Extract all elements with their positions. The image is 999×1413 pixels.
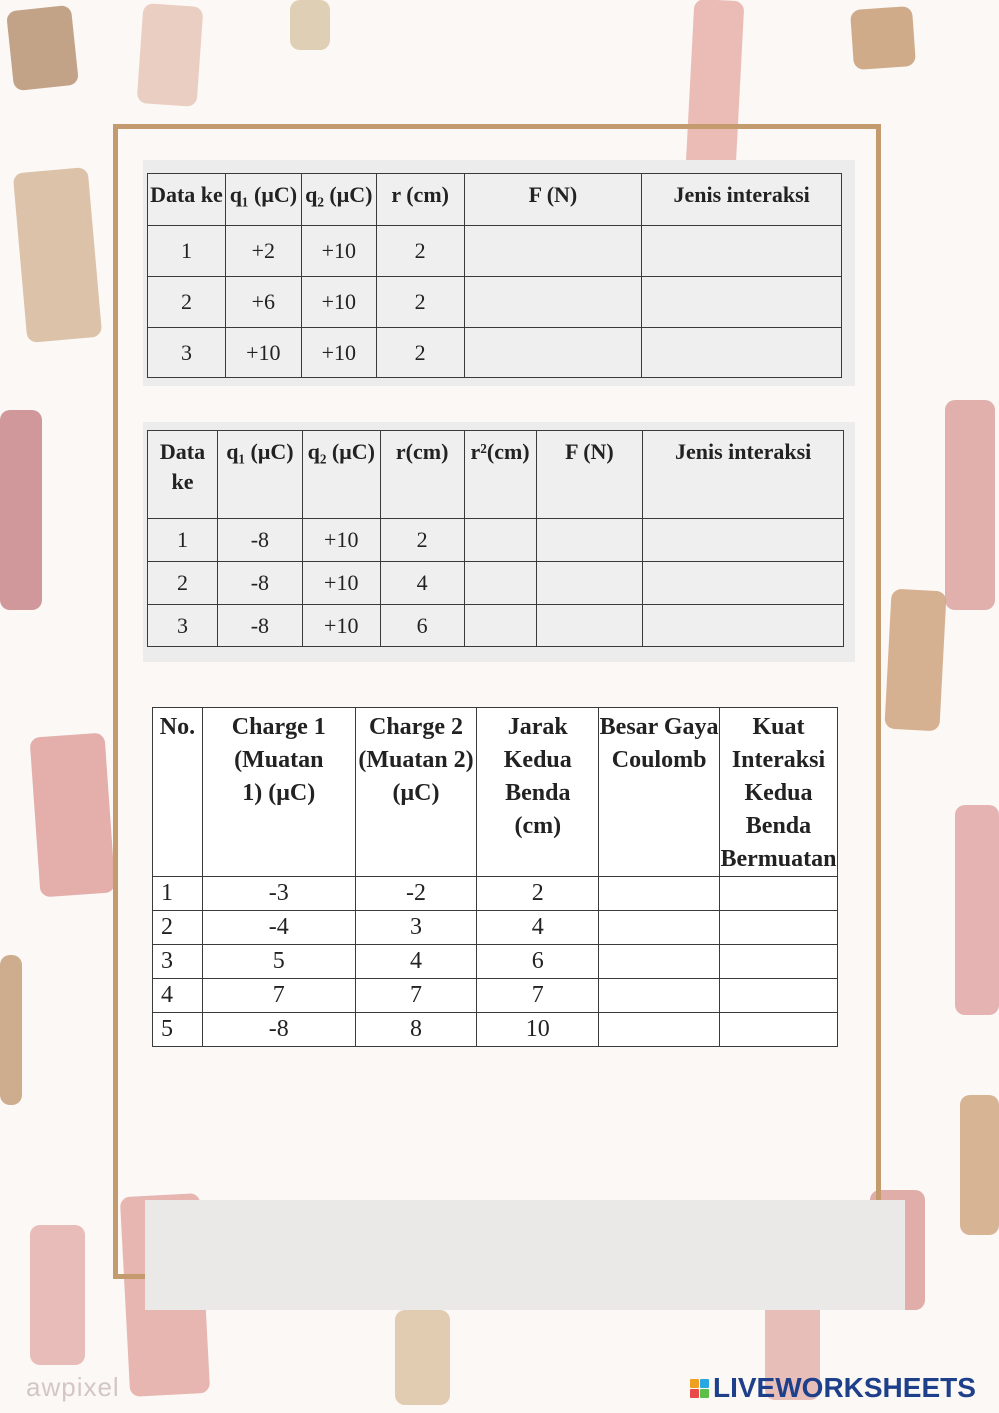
liveworksheets-icon: [690, 1379, 709, 1398]
decorative-stroke: [30, 733, 116, 898]
table2-header-q2: q₂ (μC): [302, 431, 380, 519]
table1-answer-f-1[interactable]: [464, 226, 642, 277]
table2-header-data-ke: Data ke: [148, 431, 218, 519]
table3-cell: 4: [153, 979, 203, 1013]
table2-cell: +10: [302, 605, 380, 647]
decorative-stroke: [395, 1310, 450, 1405]
table2-cell: 3: [148, 605, 218, 647]
table2-answer-jenis-3[interactable]: [643, 605, 844, 647]
decorative-stroke: [955, 805, 999, 1015]
table-header-row: [148, 174, 842, 226]
table-row: [148, 277, 842, 328]
table3-answer-kuat-4[interactable]: [719, 979, 837, 1013]
table1-answer-f-2[interactable]: [464, 277, 642, 328]
watermark-text: awpixel: [26, 1372, 120, 1402]
table3-cell: 1: [153, 877, 203, 911]
table1-cell: 2: [376, 328, 464, 378]
table2-answer-f-1[interactable]: [536, 519, 643, 562]
table2-header-q1: q₁ (μC): [217, 431, 302, 519]
table3-answer-kuat-3[interactable]: [719, 945, 837, 979]
table1-header-r: r (cm): [376, 174, 464, 226]
table3-cell: 4: [355, 945, 477, 979]
table3-cell: 7: [477, 979, 599, 1013]
table3-cell: 2: [477, 877, 599, 911]
decorative-stroke: [0, 955, 22, 1105]
table3-cell: 3: [153, 945, 203, 979]
table1-cell: +6: [225, 277, 301, 328]
liveworksheets-logo[interactable]: [690, 1372, 976, 1404]
decorative-stroke: [290, 0, 330, 50]
decorative-stroke: [960, 1095, 999, 1235]
table-row: [153, 877, 838, 911]
table2-answer-jenis-2[interactable]: [643, 562, 844, 605]
table1-answer-jenis-1[interactable]: [642, 226, 842, 277]
table2-answer-r2-1[interactable]: [464, 519, 536, 562]
table3-cell: 4: [477, 911, 599, 945]
table3-answer-kuat-2[interactable]: [719, 911, 837, 945]
table1-cell: +10: [301, 328, 376, 378]
table3-answer-gaya-1[interactable]: [599, 877, 720, 911]
brand-name: LIVEWORKSHEETS: [713, 1372, 976, 1403]
table1-answer-f-3[interactable]: [464, 328, 642, 378]
table1-cell: +2: [225, 226, 301, 277]
table3-header-gaya: Besar Gaya Coulomb: [599, 708, 720, 877]
table2-header-r-squared: r²(cm): [464, 431, 536, 519]
table1-header-data-ke: Data ke: [148, 174, 226, 226]
table-row: [153, 945, 838, 979]
table1-header-q2: q₂ (μC): [301, 174, 376, 226]
table2-cell: +10: [302, 519, 380, 562]
decorative-stroke: [30, 1225, 85, 1365]
decorative-stroke: [13, 167, 103, 343]
table3-cell: 10: [477, 1013, 599, 1047]
table-header-row: [153, 708, 838, 877]
table3-cell: -8: [202, 1013, 355, 1047]
table2-cell: 1: [148, 519, 218, 562]
table3-cell: -4: [202, 911, 355, 945]
table3-answer-gaya-3[interactable]: [599, 945, 720, 979]
decorative-stroke: [137, 3, 204, 107]
table-row: [153, 911, 838, 945]
table2-cell: -8: [217, 562, 302, 605]
content-panel-shadow: [145, 1200, 905, 1310]
table-row: [153, 979, 838, 1013]
table3: [152, 707, 838, 1047]
table1-header-f: F (N): [464, 174, 642, 226]
table1-cell: 3: [148, 328, 226, 378]
table3-answer-gaya-2[interactable]: [599, 911, 720, 945]
decorative-stroke: [884, 589, 946, 732]
table2-answer-jenis-1[interactable]: [643, 519, 844, 562]
table1-answer-jenis-3[interactable]: [642, 328, 842, 378]
table1-cell: +10: [225, 328, 301, 378]
table-row: [153, 1013, 838, 1047]
table3-cell: 7: [202, 979, 355, 1013]
table1-cell: 2: [376, 226, 464, 277]
table2-cell: 4: [380, 562, 464, 605]
table-row: [148, 328, 842, 378]
table3-answer-kuat-5[interactable]: [719, 1013, 837, 1047]
table2-answer-f-3[interactable]: [536, 605, 643, 647]
table3-cell: 7: [355, 979, 477, 1013]
table2-cell: 6: [380, 605, 464, 647]
table2-header-r: r(cm): [380, 431, 464, 519]
table2-answer-r2-2[interactable]: [464, 562, 536, 605]
table-row: [148, 519, 844, 562]
table2-answer-f-2[interactable]: [536, 562, 643, 605]
table3-header-charge1: Charge 1 (Muatan 1) (μC): [202, 708, 355, 877]
table3-cell: -3: [202, 877, 355, 911]
decorative-stroke: [850, 6, 916, 70]
table-header-row: [148, 431, 844, 519]
table3-cell: 5: [202, 945, 355, 979]
table2: [147, 430, 844, 647]
table1-cell: +10: [301, 226, 376, 277]
table2-header-jenis-interaksi: Jenis interaksi: [643, 431, 844, 519]
table2-answer-r2-3[interactable]: [464, 605, 536, 647]
table1: [147, 173, 842, 378]
table2-cell: +10: [302, 562, 380, 605]
table3-header-kuat-interaksi: Kuat Interaksi Kedua Benda Bermuatan: [719, 708, 837, 877]
decorative-stroke: [0, 410, 42, 610]
table3-answer-gaya-5[interactable]: [599, 1013, 720, 1047]
decorative-stroke: [6, 5, 79, 91]
table3-header-no: No.: [153, 708, 203, 877]
table3-cell: 6: [477, 945, 599, 979]
table1-cell: 1: [148, 226, 226, 277]
table-row: [148, 605, 844, 647]
table3-header-charge2: Charge 2 (Muatan 2) (μC): [355, 708, 477, 877]
table2-cell: 2: [148, 562, 218, 605]
table3-cell: 2: [153, 911, 203, 945]
table-row: [148, 562, 844, 605]
table3-answer-kuat-1[interactable]: [719, 877, 837, 911]
table3-answer-gaya-4[interactable]: [599, 979, 720, 1013]
table3-cell: 3: [355, 911, 477, 945]
table3-cell: 8: [355, 1013, 477, 1047]
table1-cell: 2: [148, 277, 226, 328]
table3-cell: 5: [153, 1013, 203, 1047]
table1-answer-jenis-2[interactable]: [642, 277, 842, 328]
table2-header-f: F (N): [536, 431, 643, 519]
table1-cell: 2: [376, 277, 464, 328]
table2-cell: 2: [380, 519, 464, 562]
table1-header-jenis-interaksi: Jenis interaksi: [642, 174, 842, 226]
table-row: [148, 226, 842, 277]
table2-cell: -8: [217, 519, 302, 562]
table3-cell: -2: [355, 877, 477, 911]
decorative-stroke: [945, 400, 995, 610]
table3-header-jarak: Jarak Kedua Benda (cm): [477, 708, 599, 877]
table2-cell: -8: [217, 605, 302, 647]
table1-header-q1: q₁ (μC): [225, 174, 301, 226]
table1-cell: +10: [301, 277, 376, 328]
